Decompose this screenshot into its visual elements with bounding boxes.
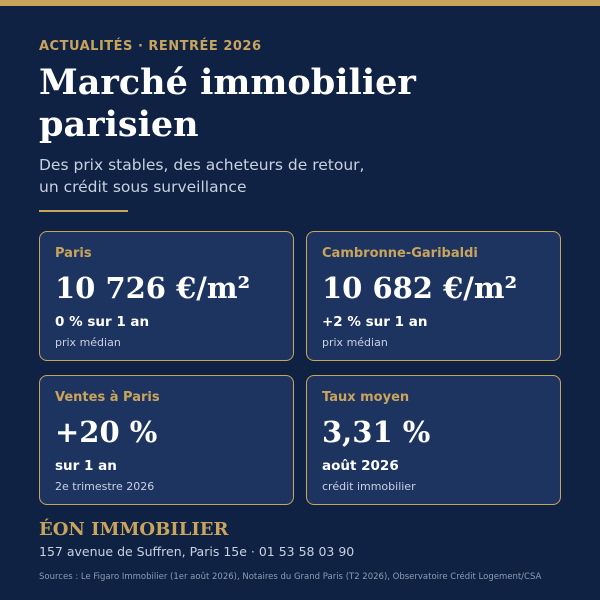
brand-name: ÉON IMMOBILIER [39, 519, 229, 540]
stat-card-taux [306, 375, 561, 505]
card-label: Ventes à Paris [55, 390, 160, 405]
subtitle [39, 154, 559, 198]
card-value: 3,31 % [322, 415, 431, 449]
kicker: ACTUALITÉS · RENTRÉE 2026 [39, 39, 262, 54]
subtitle-line-1: Des prix stables, des acheteurs de retour, [39, 156, 365, 174]
stat-card-paris [39, 231, 294, 361]
card-note: crédit immobilier [322, 480, 416, 493]
card-note: prix médian [322, 336, 388, 349]
card-change: +2 % sur 1 an [322, 314, 428, 330]
card-note: prix médian [55, 336, 121, 349]
card-label: Paris [55, 246, 92, 261]
card-change: août 2026 [322, 458, 399, 474]
stat-card-cambronne-garibaldi [306, 231, 561, 361]
card-note: 2e trimestre 2026 [55, 480, 155, 493]
subtitle-line-2: un crédit sous surveillance [39, 178, 247, 196]
card-value: 10 682 €/m² [322, 271, 518, 305]
card-change: 0 % sur 1 an [55, 314, 150, 330]
card-label: Cambronne-Garibaldi [322, 246, 478, 261]
stat-card-ventes [39, 375, 294, 505]
card-change: sur 1 an [55, 458, 117, 474]
sources-note: Sources : Le Figaro Immobilier (1er août 2026), Notaires du Grand Paris (T2 2026), Observatoire Crédit Logement/CSA [39, 572, 542, 582]
card-value: 10 726 €/m² [55, 271, 251, 305]
top-accent-bar [0, 0, 600, 6]
card-value: +20 % [55, 415, 158, 449]
divider [39, 210, 128, 212]
page-title: Marché immobilier parisien [39, 62, 416, 145]
agency-address: 157 avenue de Suffren, Paris 15e · 01 53 58 03 90 [39, 544, 355, 559]
card-label: Taux moyen [322, 390, 410, 405]
